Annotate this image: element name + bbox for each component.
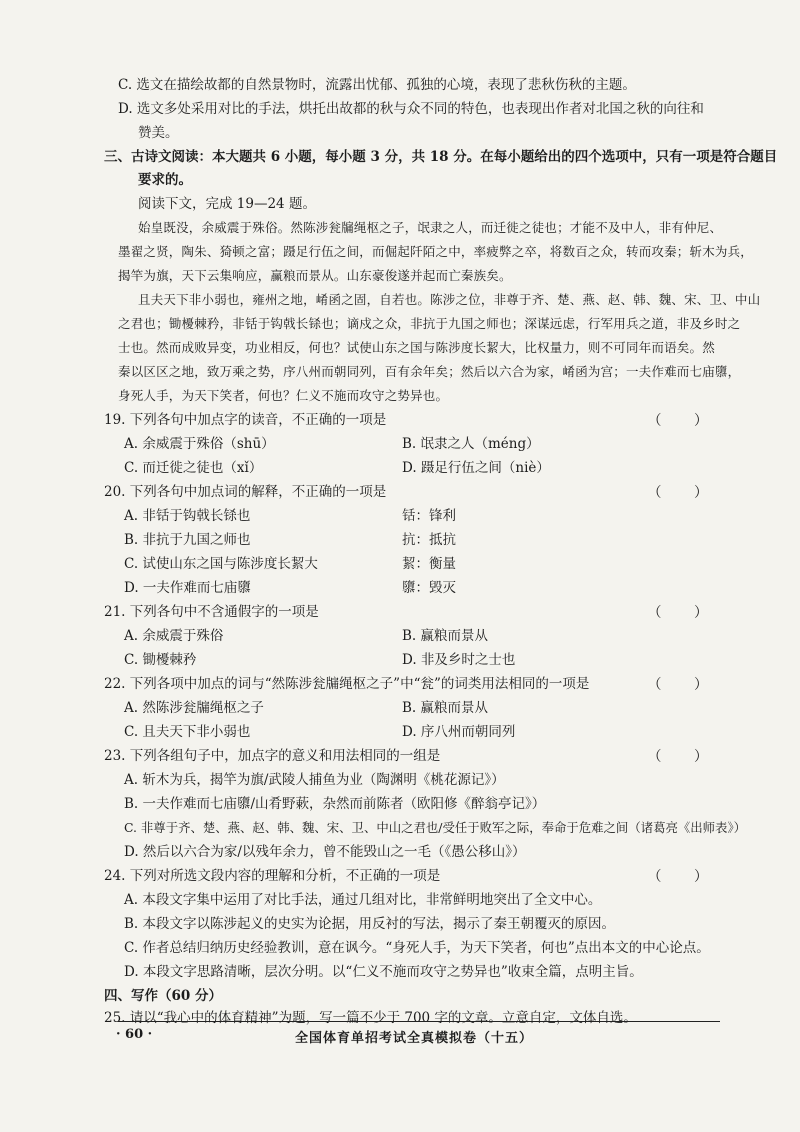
question-24-stem: 24. 下列对所选文段内容的理解和分析，不正确的一项是 xyxy=(104,868,441,884)
question-20-answer-blank[interactable]: （ ） xyxy=(647,485,722,501)
q22-option-c: C. 且夫天下非小弱也 xyxy=(124,724,251,740)
question-25: 25. 请以“我心中的体育精神”为题，写一篇不少于 700 字的文章。立意自定，文体自选。 xyxy=(104,1010,637,1026)
section3-heading-cont: 要求的。 xyxy=(138,172,192,188)
q24-option-b: B. 本段文字以陈涉起义的史实为论据，用反衬的写法，揭示了秦王朝覆灭的原因。 xyxy=(124,916,616,932)
q24-option-d: D. 本段文字思路清晰，层次分明。以“仁义不施而攻守之势异也”收束全篇，点明主旨。 xyxy=(124,964,643,980)
q22-option-d: D. 序八州而朝同列 xyxy=(402,724,516,740)
q23-option-b: B. 一夫作难而七庙隳/山肴野蔌，杂然而前陈者（欧阳修《醉翁亭记》） xyxy=(124,796,546,812)
page-number: · 60 · xyxy=(116,1027,153,1042)
option-d-prev-cont: 赞美。 xyxy=(138,125,179,141)
passage-line: 墨翟之贤，陶朱、猗顿之富；蹑足行伍之间，而倔起阡陌之中，率疲弊之卒，将数百之众，转而攻秦；斩木为兵， xyxy=(118,244,754,259)
question-22-stem: 22. 下列各项中加点的词与“然陈涉瓮牖绳枢之子”中“瓮”的词类用法相同的一项是 xyxy=(104,676,590,692)
passage-line: 身死人手，为天下笑者，何也？仁义不施而攻守之势异也。 xyxy=(118,388,449,403)
question-19-stem: 19. 下列各句中加点字的读音，不正确的一项是 xyxy=(104,412,387,428)
question-19-answer-blank[interactable]: （ ） xyxy=(647,413,722,429)
passage-line: 揭竿为旗，天下云集响应，赢粮而景从。山东豪俊遂并起而亡秦族矣。 xyxy=(118,268,512,283)
q23-option-d: D. 然后以六合为家/以残年余力，曾不能毁山之一毛（《愚公移山》） xyxy=(124,844,526,860)
q19-option-a: A. 余威震于殊俗（shū） xyxy=(124,436,275,452)
question-22-answer-blank[interactable]: （ ） xyxy=(647,677,722,693)
q20-option-b-gloss: 抗：抵抗 xyxy=(402,532,456,548)
option-c-prev: C. 选文在描绘故都的自然景物时，流露出忧郁、孤独的心境，表现了悲秋伤秋的主题。 xyxy=(118,77,636,93)
question-23-answer-blank[interactable]: （ ） xyxy=(647,749,722,765)
q23-option-a: A. 斩木为兵，揭竿为旗/武陵人捕鱼为业（陶渊明《桃花源记》） xyxy=(124,772,505,788)
section3-heading: 三、古诗文阅读：本大题共 6 小题，每小题 3 分，共 18 分。在每小题给出的四个选项中，只有一项是符合题目 xyxy=(104,149,778,165)
q20-option-b: B. 非抗于九国之师也 xyxy=(124,532,251,548)
book-title: 全国体育单招考试全真模拟卷（十五） xyxy=(295,1031,534,1046)
question-24-answer-blank[interactable]: （ ） xyxy=(647,869,722,885)
reading-intro: 阅读下文，完成 19—24 题。 xyxy=(138,196,316,212)
question-21-answer-blank[interactable]: （ ） xyxy=(647,605,722,621)
q24-option-a: A. 本段文字集中运用了对比手法，通过几组对比，非常鲜明地突出了全文中心。 xyxy=(124,892,602,908)
q20-option-a-gloss: 铦：锋利 xyxy=(402,508,456,524)
q22-option-b: B. 赢粮而景从 xyxy=(402,700,489,716)
q24-option-c: C. 作者总结归纳历史经验教训，意在讽今。“身死人手，为天下笑者，何也”点出本文的中心论点。 xyxy=(124,940,710,956)
q21-option-c: C. 锄櫌棘矜 xyxy=(124,652,197,668)
passage-line: 始皇既没，余威震于殊俗。然陈涉瓮牖绳枢之子，氓隶之人，而迁徙之徒也；才能不及中人，非有仲尼、 xyxy=(138,220,723,235)
q19-option-b: B. 氓隶之人（méng） xyxy=(402,436,540,452)
section4-heading: 四、写作（60 分） xyxy=(104,988,222,1004)
option-d-prev: D. 选文多处采用对比的手法，烘托出故都的秋与众不同的特色，也表现出作者对北国之秋的向往和 xyxy=(118,101,704,117)
passage-line: 秦以区区之地，致万乘之势，序八州而朝同列，百有余年矣；然后以六合为家，崤函为宫；一夫作难而七庙隳， xyxy=(118,364,741,379)
q20-option-d-gloss: 隳：毁灭 xyxy=(402,580,456,596)
footer-rule xyxy=(118,1021,720,1022)
q20-option-c-gloss: 絜：衡量 xyxy=(402,556,456,572)
q20-option-a: A. 非铦于钩戟长铩也 xyxy=(124,508,251,524)
q23-option-c: C. 非尊于齐、楚、燕、赵、韩、魏、宋、卫、中山之君也/受任于败军之际，奉命于危难之间（诸葛亮《出师表》） xyxy=(124,820,747,835)
q20-option-c: C. 试使山东之国与陈涉度长絜大 xyxy=(124,556,318,572)
q19-option-d: D. 蹑足行伍之间（niè） xyxy=(402,460,550,476)
passage-line: 且夫天下非小弱也，雍州之地，崤函之固，自若也。陈涉之位，非尊于齐、楚、燕、赵、韩、魏、宋、卫、中山 xyxy=(138,292,761,307)
passage-line: 之君也；锄櫌棘矜，非铦于钩戟长铩也；谪戍之众，非抗于九国之师也；深谋远虑，行军用兵之道，非及乡时之 xyxy=(118,316,741,331)
q21-option-a: A. 余威震于殊俗 xyxy=(124,628,224,644)
q19-option-c: C. 而迁徙之徒也（xǐ） xyxy=(124,460,263,476)
q20-option-d: D. 一夫作难而七庙隳 xyxy=(124,580,251,596)
q21-option-b: B. 赢粮而景从 xyxy=(402,628,489,644)
question-21-stem: 21. 下列各句中不含通假字的一项是 xyxy=(104,604,319,620)
q22-option-a: A. 然陈涉瓮牖绳枢之子 xyxy=(124,700,264,716)
question-20-stem: 20. 下列各句中加点词的解释，不正确的一项是 xyxy=(104,484,387,500)
question-23-stem: 23. 下列各组句子中，加点字的意义和用法相同的一组是 xyxy=(104,748,441,764)
passage-line: 士也。然而成败异变，功业相反，何也？试使山东之国与陈涉度长絜大，比权量力，则不可同年而语矣。然 xyxy=(118,340,715,355)
q21-option-d: D. 非及乡时之士也 xyxy=(402,652,516,668)
